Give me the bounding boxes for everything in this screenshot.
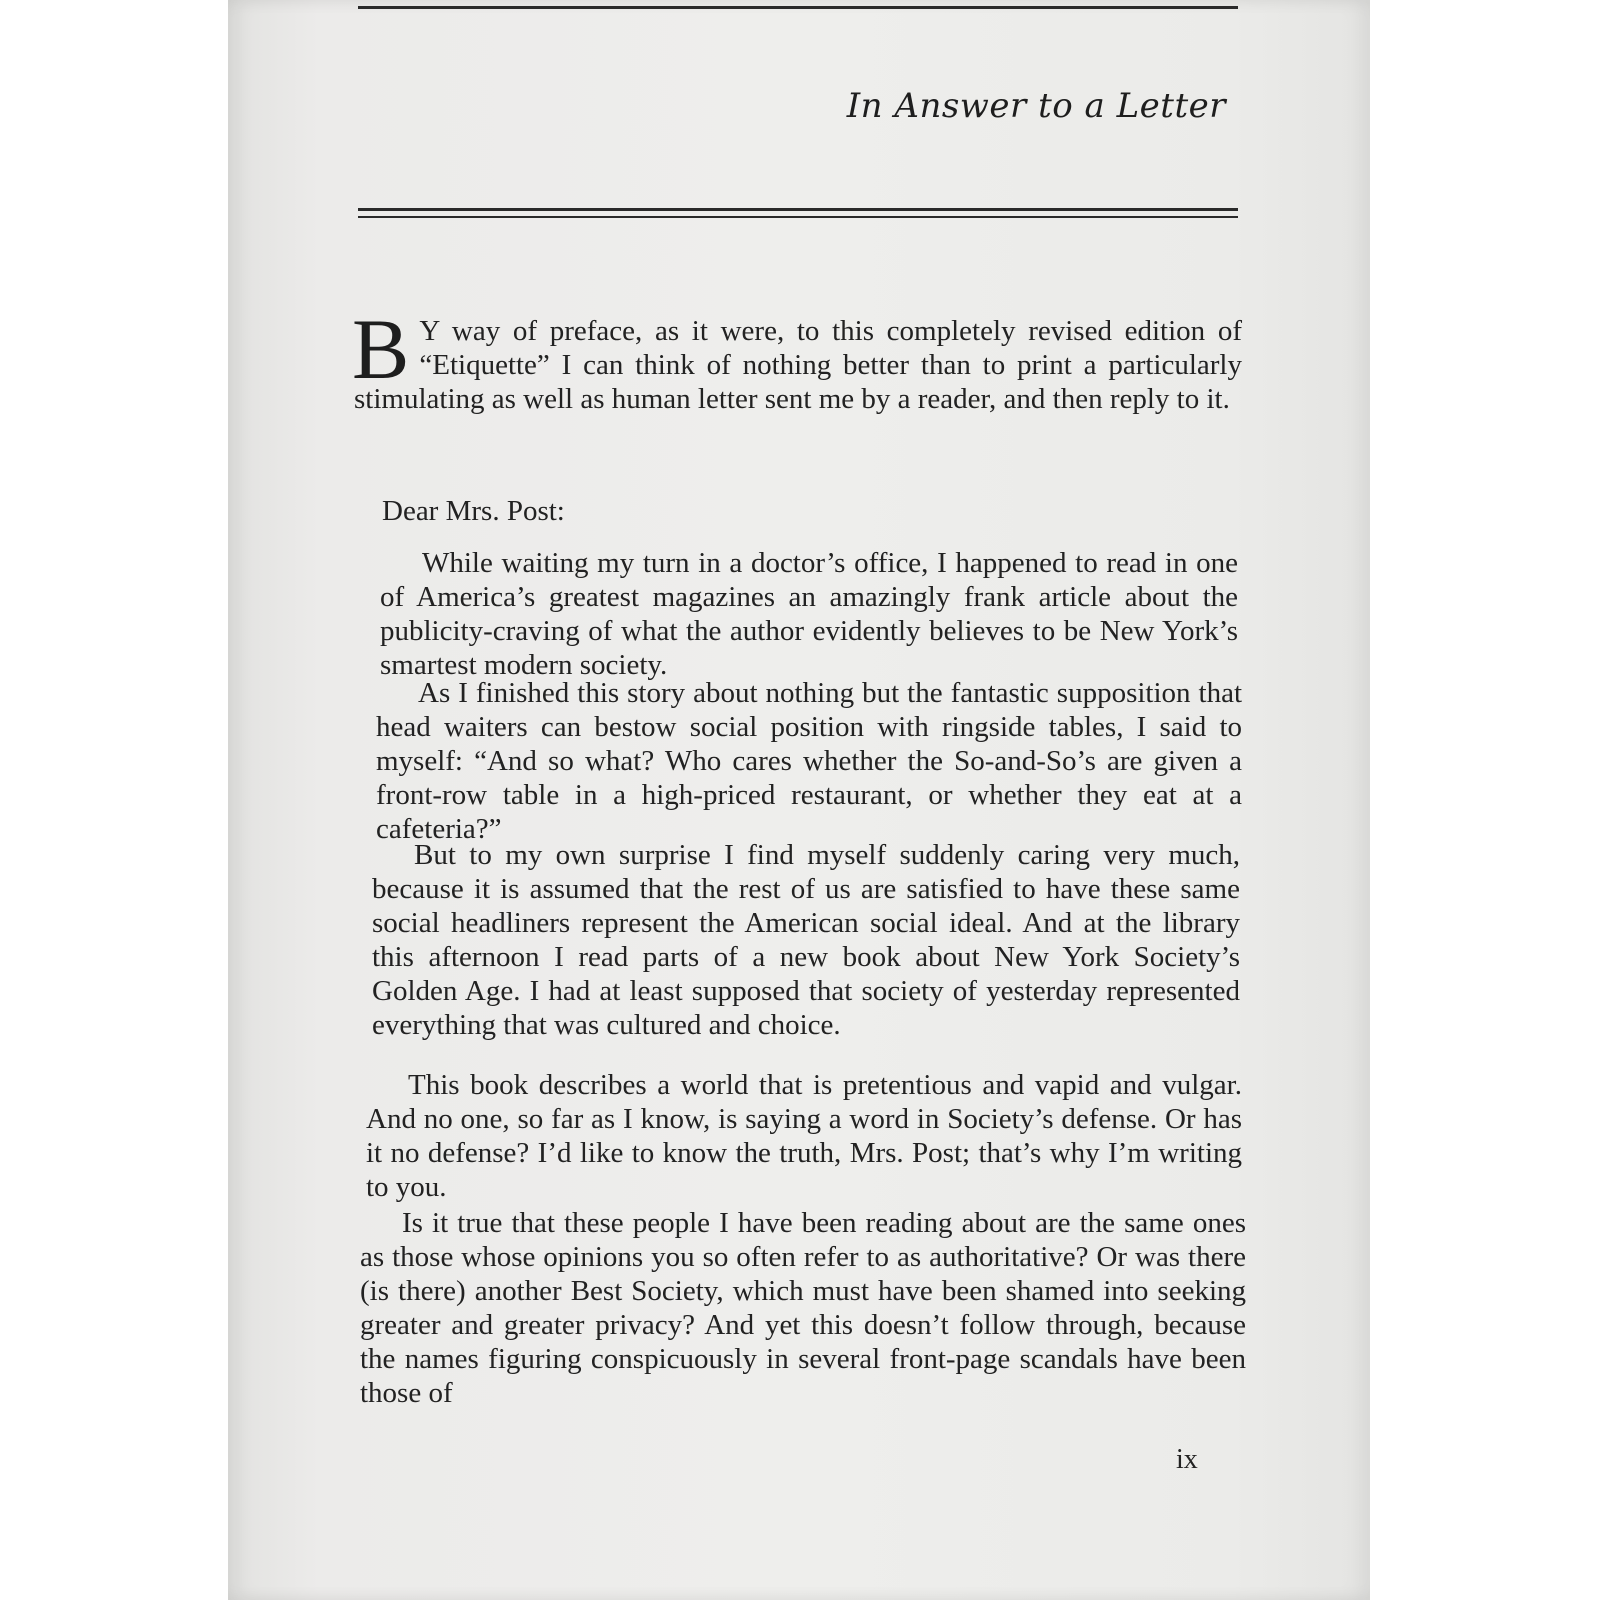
letter-paragraph-4 — [366, 1068, 1242, 1204]
title-rule-thin — [358, 216, 1238, 218]
top-rule — [358, 6, 1238, 9]
letter-salutation: Dear Mrs. Post: — [382, 495, 565, 527]
letter-paragraph-5 — [360, 1206, 1246, 1410]
paragraph-text: This book describes a world that is pretentious and vapid and vulgar. And no one, so far as I know, is saying a word in Society’s defense. Or has it no defense? I’d like to know the truth, Mrs. Post; that’s why I’m writing to you. — [366, 1069, 1242, 1203]
paragraph-text: But to my own surprise I find myself suddenly caring very much, because it is assumed that the rest of us are satisfied to have these same social headliners represent the American social ideal. And at the library this afternoon I read parts of a new book about New York Society’s Golden Age. I had at least supposed that society of yesterday represented everything that was cultured and choice. — [372, 839, 1240, 1041]
letter-paragraph-2 — [376, 676, 1242, 846]
intro-text: Y way of preface, as it were, to this completely revised edition of “Etiquette” I can think of nothing better than to print a particularly stimulating as well as human letter sent me by a reader, and then reply to it. — [354, 315, 1242, 415]
title-rule-thick — [358, 208, 1238, 211]
chapter-title: In Answer to a Letter — [846, 86, 1226, 126]
paragraph-text: While waiting my turn in a doctor’s office, I happened to read in one of America’s greatest magazines an amazingly frank article about the publicity-craving of what the author evidently believes to be New York’s smartest modern society. — [380, 547, 1238, 681]
intro-paragraph — [352, 301, 1242, 416]
page-number: ix — [1176, 1444, 1198, 1475]
paragraph-text: Is it true that these people I have been reading about are the same ones as those whose opinions you so often refer to as authoritative? Or was there (is there) another Best Society, which must have been shamed into seeking greater and greater privacy? And yet this doesn’t follow through, because the names figuring conspicuously in several front-page scandals have been those of — [360, 1207, 1246, 1409]
book-page — [228, 0, 1370, 1600]
drop-cap: B — [352, 301, 410, 397]
letter-paragraph-1 — [380, 546, 1238, 682]
paragraph-text: As I finished this story about nothing but the fantastic supposition that head waiters can bestow social position with ringside tables, I said to myself: “And so what? Who cares whether the So-and-So’s are given a front-row table in a high-priced restaurant, or whether they eat at a cafeteria?” — [376, 677, 1242, 845]
letter-paragraph-3 — [372, 838, 1240, 1042]
